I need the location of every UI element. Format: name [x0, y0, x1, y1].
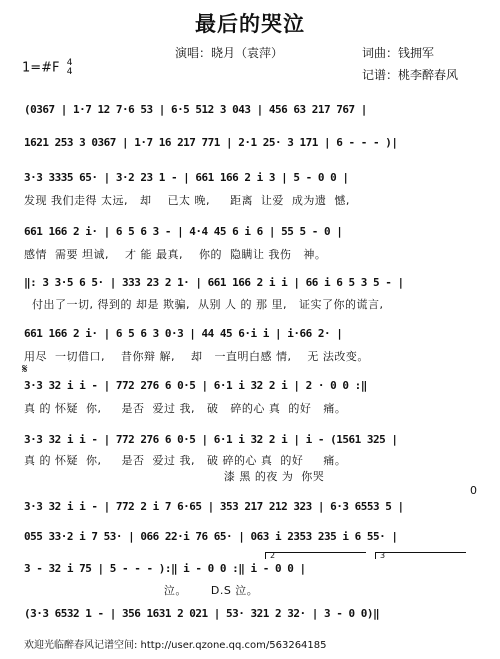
- continuation-mark: 0: [470, 484, 477, 497]
- time-signature: [67, 59, 73, 77]
- lyric-line-5: 付出了一切, 得到的 却是 欺骗, 从别 人 的 那 里, 证实了你的谎言,: [24, 298, 384, 311]
- score-line-9: 3·3 32 i i - | 772 2 i 7 6·65 | 353 217 212 323 | 6·3 6553 5 |: [24, 500, 404, 513]
- score-line-6: 661 166 2 i· | 6 5 6 3 0·3 | 44 45 6·i i | i·66 2· |: [24, 327, 343, 340]
- score-line-11: 3 - 32 i 75 | 5 - - - ):‖ i - 0 0 :‖ i - 0 0 |: [24, 562, 306, 575]
- score-line-7: 3·3 32 i i - | 772 276 6 0·5 | 6·1 i 32 2 i | 2 · 0 0 :‖: [24, 379, 367, 392]
- score-line-10: 055 33·2 i 7 53· | 066 22·i 76 65· | 063 i 2353 235 i 6 55· |: [24, 530, 398, 543]
- time-bottom: 4: [66, 67, 73, 77]
- song-title: 最后的哭泣: [195, 11, 305, 36]
- score-line-1: (0367 | 1·7 12 7·6 53 | 6·5 512 3 043 | 456 63 217 767 |: [24, 103, 367, 116]
- key-signature: [22, 59, 72, 77]
- key-label: 1=#F: [22, 60, 60, 76]
- lyric-line-3: 发现 我们走得 太远, 却 已太 晚, 距离 让爱 成为遗 憾,: [24, 194, 350, 207]
- segno-sign: 𝄋: [22, 362, 28, 377]
- lyric-line-8: 真 的 怀疑 你, 是否 爱过 我, 破 碎的心 真 的好 痛。 漆 黑 的夜 为 你哭: [24, 454, 347, 483]
- lyric-line-6: 用尽 一切借口, 昔你辩 解, 却 一直明白感 情, 无 法改变。: [24, 350, 369, 363]
- score-line-4: 661 166 2 i· | 6 5 6 3 - | 4·4 45 6 i 6 | 55 5 - 0 |: [24, 225, 343, 238]
- score-line-3: 3·3 3335 65· | 3·2 23 1 - | 661 166 2 i 3 | 5 - 0 0 |: [24, 171, 349, 184]
- score-line-8: 3·3 32 i i - | 772 276 6 0·5 | 6·1 i 32 2 i | i - (1561 325 |: [24, 433, 398, 446]
- score-line-5: ‖: 3 3·5 6 5· | 333 23 2 1· | 661 166 2 i i | 66 i 6 5 3 5 - |: [24, 276, 404, 289]
- lyricist-credit: 词曲：钱拥军: [362, 46, 435, 60]
- time-top: 4: [66, 58, 73, 68]
- lyric-line-7: 真 的 怀疑 你, 是否 爱过 我, 破 碎的心 真 的好 痛。: [24, 402, 347, 415]
- transcriber-credit: 记谱：桃李醉春风: [362, 68, 459, 82]
- footer-text: 欢迎光临醉春风记谱空间: http://user.qzone.qq.com/563264185: [24, 640, 327, 651]
- volta-bracket-3: [375, 552, 466, 559]
- volta-bracket-2: [265, 552, 366, 559]
- volta-label-3: 3: [380, 551, 386, 560]
- singer-credit: 演唱：晓月（袁萍）: [175, 46, 284, 60]
- score-line-12: (3·3 6532 1 - | 356 1631 2 021 | 53· 321 2 32· | 3 - 0 0)‖: [24, 607, 380, 620]
- lyric-line-11: 泣。 D.S 泣。: [24, 584, 259, 597]
- volta-label-2: 2: [270, 551, 276, 560]
- lyric-line-4: 感情 需要 坦诚, 才 能 最真, 你的 隐瞒让 我伤 神。: [24, 248, 327, 261]
- score-line-2: 1621 253 3 0367 | 1·7 16 217 771 | 2·1 25· 3 171 | 6 - - - )|: [24, 136, 398, 149]
